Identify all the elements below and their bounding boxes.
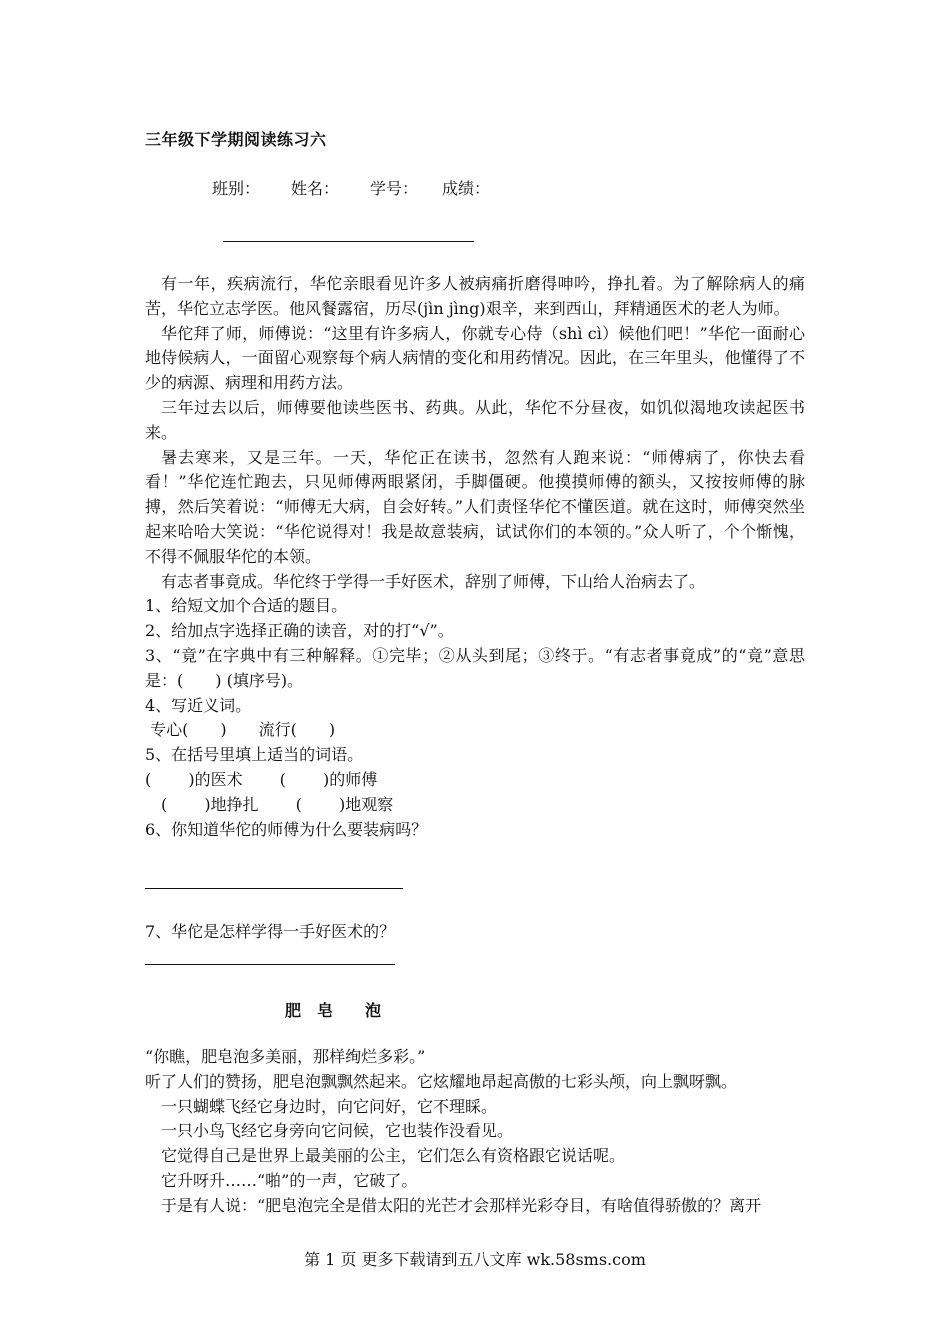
score-label: 成绩： xyxy=(442,179,491,198)
passage-soap-bubble xyxy=(145,1045,805,1219)
answer-line-7 xyxy=(145,964,395,965)
question-5: 5、在括号里填上适当的词语。 xyxy=(145,745,364,765)
paragraph: 有志者事竟成。华佗终于学得一手好医术，辞别了师傅，下山给人治病去了。 xyxy=(161,571,706,591)
page-footer: 第 1 页 更多下载请到五八文库 wk.58sms.com xyxy=(304,1250,646,1269)
page-title: 三年级下学期阅读练习六 xyxy=(145,130,327,149)
question-2: 2、给加点字选择正确的读音，对的打“√”。 xyxy=(145,621,454,641)
paragraph: 有一年，疾病流行，华佗亲眼看见许多人被病痛折磨得呻吟，挣扎着。为了解除病人的痛苦，华佗立志学医。他风餐露宿，历尽(jìn jìng)艰辛，来到西山，拜精通医术的老人为师。 xyxy=(145,274,805,318)
question-5-line-1: ( )的医术 ( )的师傅 xyxy=(145,769,378,789)
info-underline xyxy=(223,241,474,242)
student-id-label: 学号： xyxy=(370,179,419,198)
question-1: 1、给短文加个合适的题目。 xyxy=(145,596,348,616)
story-line: “你瞧，肥皂泡多美丽，那样绚烂多彩。” xyxy=(145,1047,426,1066)
story-line: 于是有人说：“肥皂泡完全是借太阳的光芒才会那样光彩夺目，有啥值得骄傲的？离开 xyxy=(161,1195,762,1215)
answer-line-6 xyxy=(145,888,403,889)
story-line: 它升呀升……“啪”的一声，它破了。 xyxy=(161,1170,418,1190)
question-5-line-2: ( )地挣扎 ( )地观察 xyxy=(145,794,394,814)
question-7-block xyxy=(145,920,805,945)
paragraph: 华佗拜了师，师傅说：“这里有许多病人，你就专心侍（shì cì）候他们吧！”华佗一面耐心地侍候病人，一面留心观察每个病人病情的变化和用药情况。因此，在三年里头，他懂得了不少的病源、病理和用药方法。 xyxy=(145,323,805,393)
paragraph: 三年过去以后，师傅要他读些医书、药典。从此，华佗不分昼夜，如饥似渴地攻读起医书来。 xyxy=(145,397,805,442)
question-3: 3、“竟”在字典中有三种解释。①完毕；②从头到尾；③终于。“有志者事竟成”的“竟”意思是：( ) (填序号)。 xyxy=(145,645,805,690)
story-line: 一只蝴蝶飞经它身边时，向它问好，它不理睬。 xyxy=(161,1096,498,1116)
paragraph: 暑去寒来，又是三年。一天，华佗正在读书，忽然有人跑来说：“师傅病了，你快去看看！”华佗连忙跑去，只见师傅两眼紧闭，手脚僵硬。他摸摸师傅的额头，又按按师傅的脉搏，然后笑着说：“师傅无大病，自会好转。”人们责怪华佗不懂医道。就在这时，师傅突然坐起来哈哈大笑说：“华佗说得对！我是故意装病，试试你们的本领的。”众人听了，个个惭愧，不得不佩服华佗的本领。 xyxy=(145,447,805,566)
class-label: 班别： xyxy=(212,179,261,198)
passage-hua-tuo xyxy=(145,272,805,842)
question-6: 6、你知道华佗的师傅为什么要装病吗？ xyxy=(145,819,428,839)
student-info-row xyxy=(212,176,490,199)
story-title: 肥 皂 泡 xyxy=(285,1001,382,1020)
question-7: 7、华佗是怎样学得一手好医术的？ xyxy=(145,922,396,941)
question-4: 4、写近义词。 xyxy=(145,695,252,715)
story-line: 它觉得自己是世界上最美丽的公主，它们怎么有资格跟它说话呢。 xyxy=(161,1146,626,1166)
question-4-items: 专心( ) 流行( ) xyxy=(145,720,336,740)
story-line: 听了人们的赞扬，肥皂泡飘飘然起来。它炫耀地昂起高傲的七彩头颅，向上飘呀飘。 xyxy=(145,1071,738,1091)
story-line: 一只小鸟飞经它身旁向它问候，它也装作没看见。 xyxy=(161,1121,514,1141)
name-label: 姓名： xyxy=(291,179,340,198)
